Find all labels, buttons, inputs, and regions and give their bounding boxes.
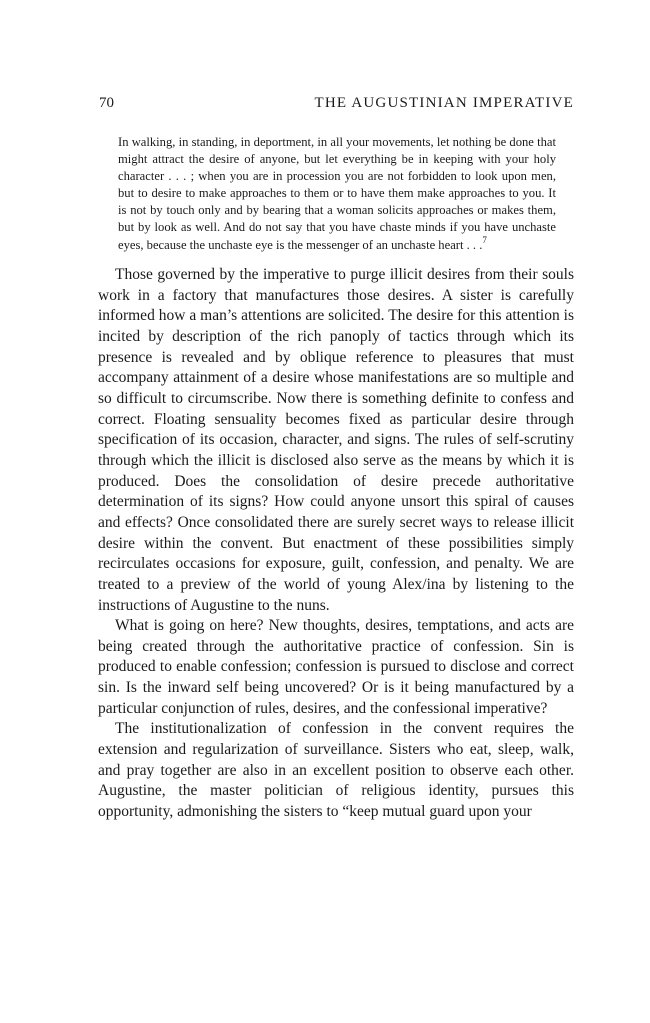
page-number: 70 [99, 95, 114, 111]
quotation-text: In walking, in standing, in deportment, in all your movements, let nothing be done that might attract the desire of anyone, but let everything be in keeping with your holy character . . . ; when you are in procession you are not forbidden to look upon men, but to desire to make approaches to them or to have them make approaches to you. It is not by touch only and by bearing that a woman solicits approaches or makes them, but by look as well. And do not say that you have chaste minds if you have unchaste eyes, because the unchaste eye is the messenger of an unchaste heart . . . [118, 135, 556, 252]
paragraph: Those governed by the imperative to purge illicit desires from their souls work in a factory that manufactures those desires. A sister is carefully informed how a man’s attentions are solicited. The desire for this attention is incited by description of the rich panoply of tactics through which its presence is revealed and by oblique reference to pleasures that must accompany attainment of a desire whose manifestations are so multiple and so difficult to circumscribe. Now there is something definite to confess and correct. Floating sensuality becomes fixed as particular desire through specification of its occasion, character, and signs. The rules of self-scrutiny through which the illicit is disclosed also serve as the means by which it is produced. Does the consolidation of desire precede authoritative determination of its signs? How could anyone unsort this spiral of causes and effects? Once consolidated there are surely secret ways to release illicit desire within the convent. But enactment of these possibilities simply recirculates occasions for exposure, guilt, confession, and penalty. We are treated to a preview of the world of young Alex/ina by listening to the instructions of Augustine to the nuns. [98, 266, 574, 614]
body-text [98, 265, 574, 823]
block-quotation [118, 134, 556, 254]
running-head: THE AUGUSTINIAN IMPERATIVE [314, 95, 574, 111]
paragraph: What is going on here? New thoughts, desires, temptations, and acts are being created through the authoritative practice of confession. Sin is produced to enable confession; confession is pursued to disclose and correct sin. Is the inward self being uncovered? Or is it being manufactured by a particular conjunction of rules, desires, and the confessional imperative? [98, 617, 574, 717]
paragraph: The institutionalization of confession in the convent requires the extension and regularization of surveillance. Sisters who eat, sleep, walk, and pray together are also in an excellent position to observe each other. Augustine, the master politician of religious identity, pursues this opportunity, admonishing the sisters to “keep mutual guard upon your [98, 720, 574, 821]
footnote-reference: 7 [482, 234, 487, 245]
